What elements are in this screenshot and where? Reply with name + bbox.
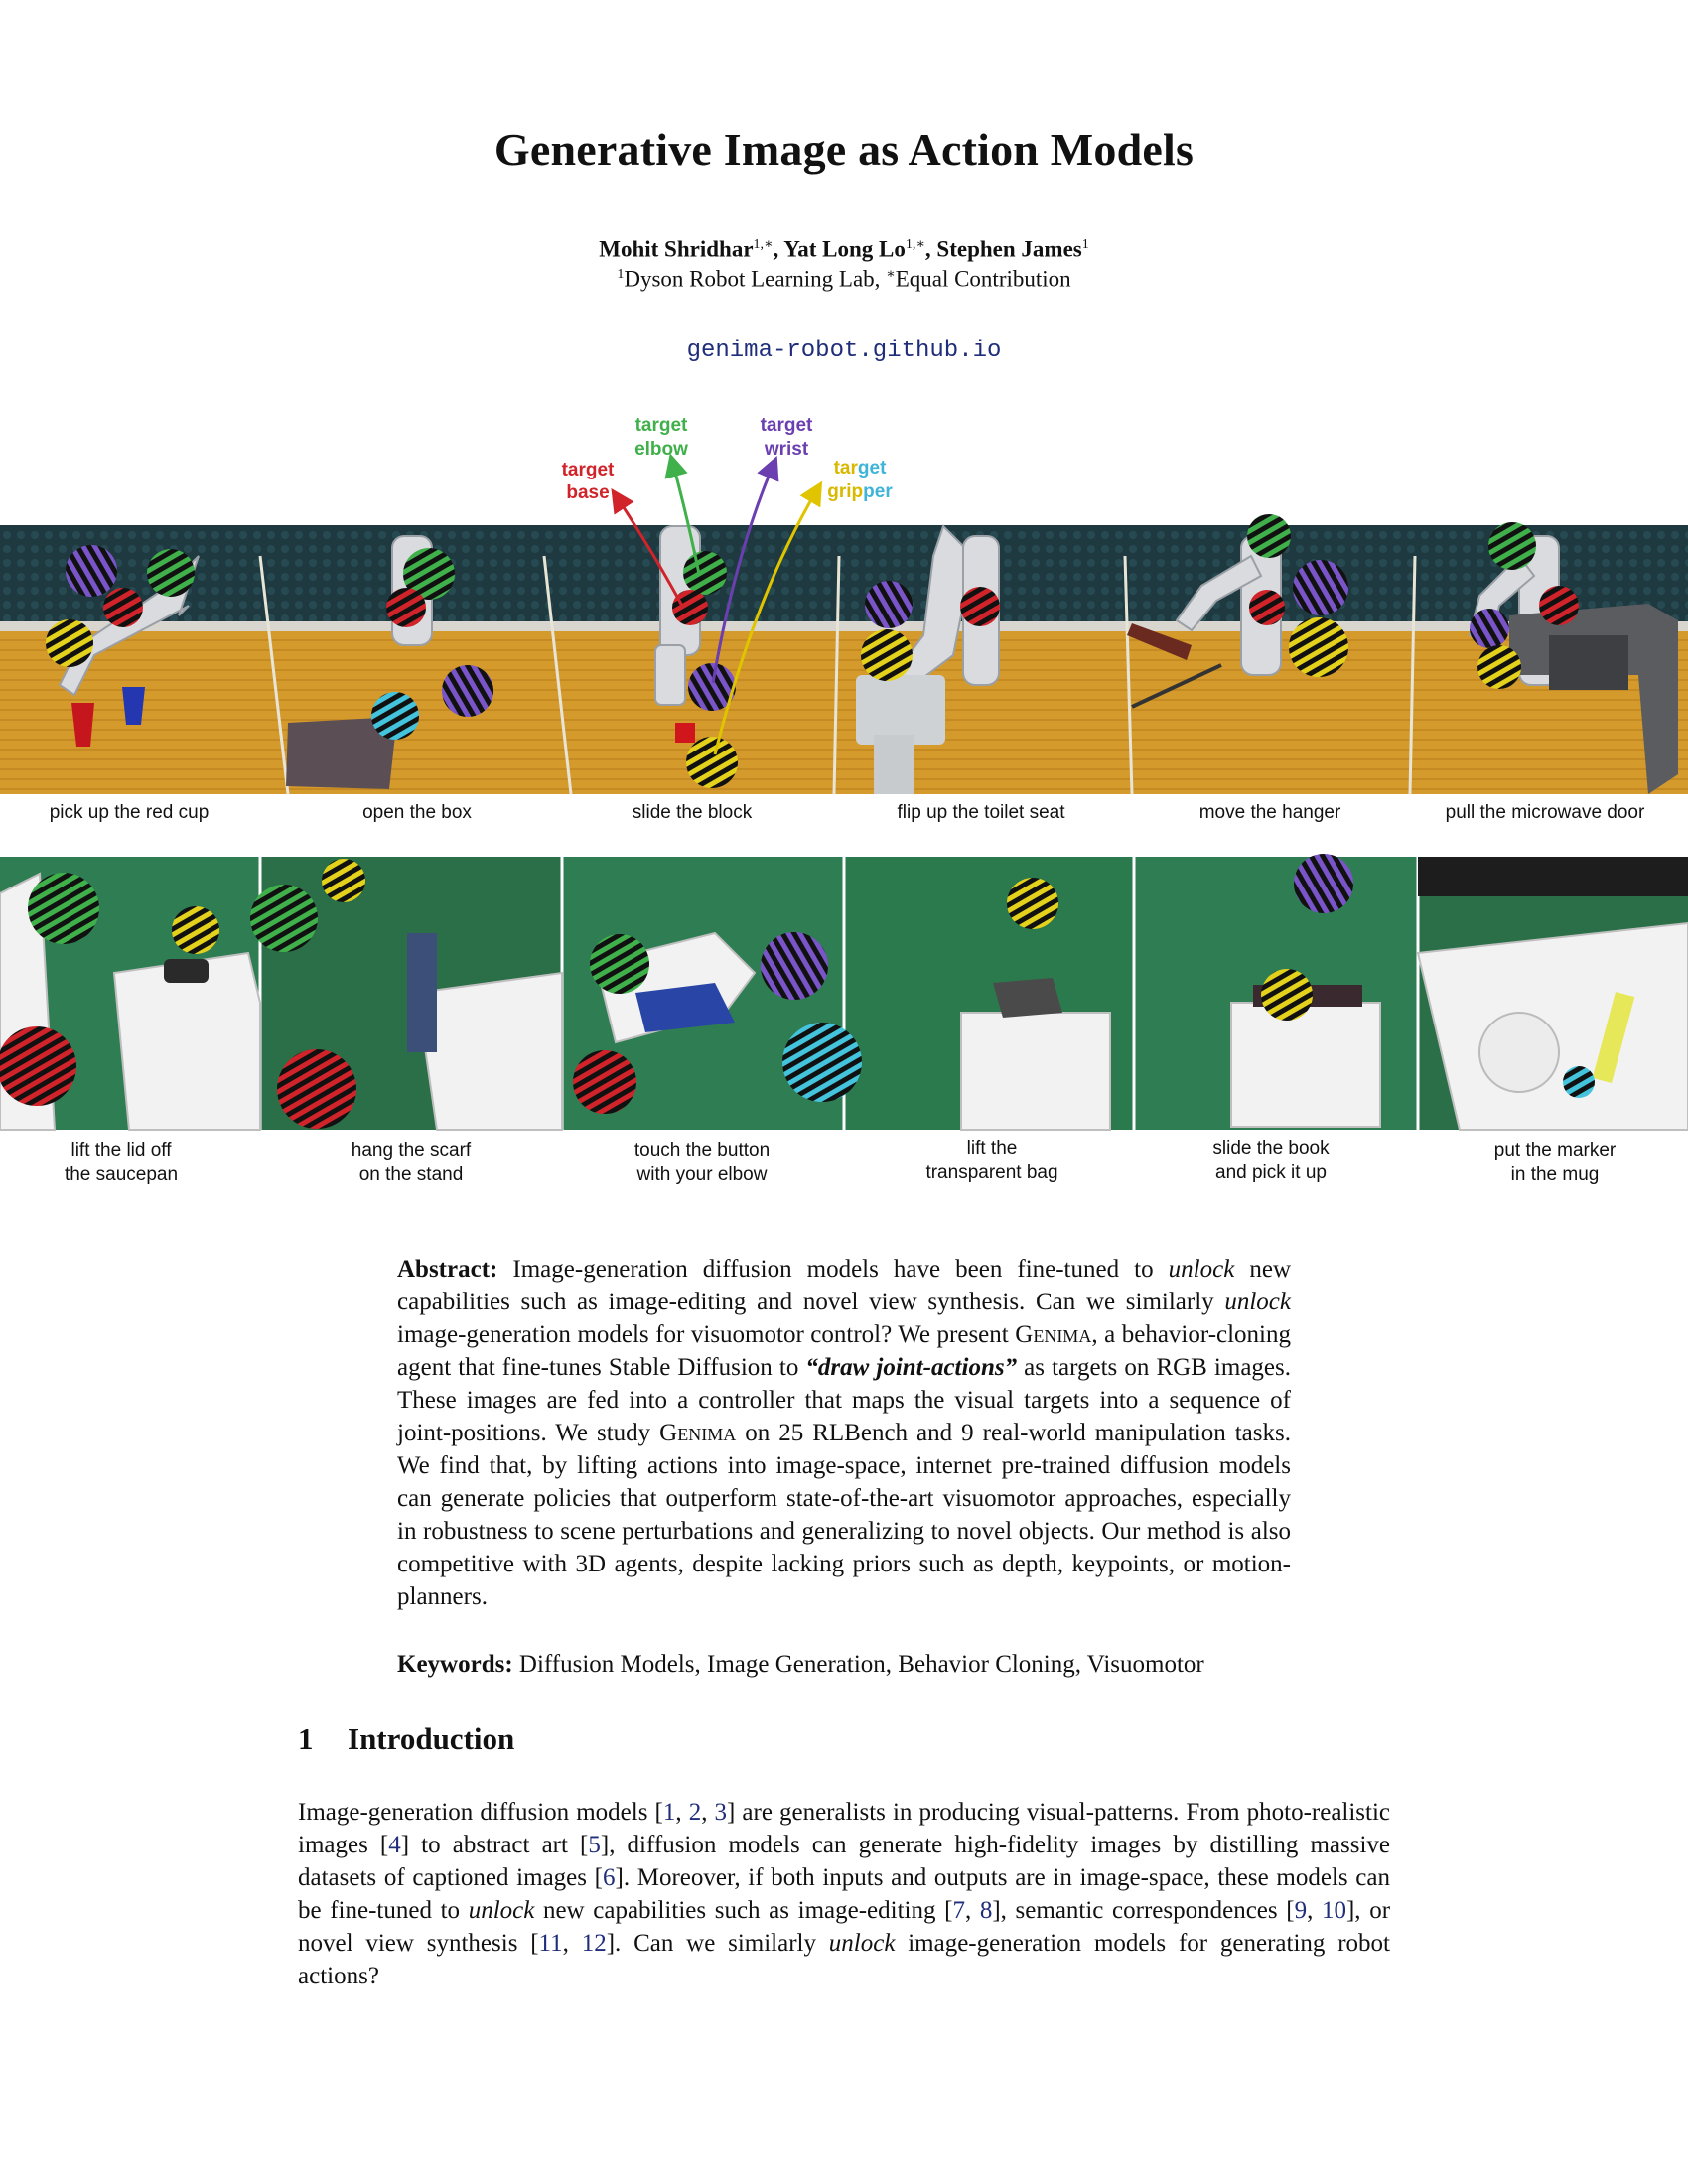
abstract-text: image-generation models for visuomotor control? We present xyxy=(397,1321,1016,1348)
citation-link[interactable]: 12 xyxy=(581,1930,607,1957)
citation-link[interactable]: 11 xyxy=(538,1930,563,1957)
section-title: Introduction xyxy=(348,1721,515,1756)
affiliation-note: Equal Contribution xyxy=(895,266,1071,292)
sim-caption: pull the microwave door xyxy=(1445,802,1645,823)
citation-link[interactable]: 4 xyxy=(388,1832,401,1858)
abstract-label: Abstract: xyxy=(397,1256,498,1283)
keywords xyxy=(397,1648,1291,1681)
affiliation-mark: 1 xyxy=(617,267,625,282)
author-affiliation-mark: 1 xyxy=(1081,237,1089,252)
author-affiliation-mark: 1,∗ xyxy=(753,237,774,252)
abstract-text: , a behavior-cloning agent that fine-tunes Stable Diffusion to xyxy=(397,1321,1292,1381)
citation-link[interactable]: 3 xyxy=(714,1799,728,1826)
sim-caption: flip up the toilet seat xyxy=(897,802,1065,823)
citation-link[interactable]: 9 xyxy=(1294,1897,1308,1924)
teaser-figure xyxy=(0,397,1688,1191)
abstract-text: on 25 RLBench and 9 real-world manipulation tasks. We find that, by lifting actions into image-space, internet pre-trained diffusion models can generate policies that outperform state-of-the-art visuomotor approaches, especially in robustness to scene perturbations and generalizing to novel objects. Our method is also competitive with 3D agents, despite lacking priors such as depth, keypoints, or motion-planners. xyxy=(397,1420,1291,1610)
target-base-label: target base xyxy=(561,460,615,503)
abstract-text: new capabilities such as image-editing and novel view synthesis. Can we similarly xyxy=(397,1256,1291,1315)
simulation-strip xyxy=(0,525,1688,794)
citation-link[interactable]: 7 xyxy=(952,1897,965,1924)
real-caption: hang the scarf on the stand xyxy=(351,1140,472,1185)
author-affiliation-mark: 1,∗ xyxy=(905,237,925,252)
abstract-text: Image-generation diffusion models have been fine-tuned to xyxy=(497,1256,1169,1283)
paper-title: Generative Image as Action Models xyxy=(493,124,1195,175)
real-caption: slide the book and pick it up xyxy=(1212,1138,1330,1183)
abstract-emphasis: unlock xyxy=(1168,1256,1235,1283)
citation-link[interactable]: 1 xyxy=(662,1799,676,1826)
abstract-emphasis: unlock xyxy=(1224,1289,1291,1315)
citation-link[interactable]: 2 xyxy=(688,1799,702,1826)
real-caption: lift the lid off the saucepan xyxy=(64,1140,179,1185)
citation-link[interactable]: 6 xyxy=(603,1864,616,1891)
author-name: Mohit Shridhar xyxy=(599,236,754,262)
citation-link[interactable]: 8 xyxy=(979,1897,993,1924)
target-elbow-label: target elbow xyxy=(634,415,688,460)
project-url-link[interactable]: genima-robot.github.io xyxy=(686,338,1002,364)
target-wrist-label: target wrist xyxy=(760,415,813,460)
keywords-label: Keywords: xyxy=(397,1651,513,1678)
affiliation-lab: Dyson Robot Learning Lab, xyxy=(624,266,887,292)
method-name: Genima xyxy=(659,1420,737,1446)
citation-link[interactable]: 5 xyxy=(588,1832,601,1858)
sim-caption: move the hanger xyxy=(1198,802,1341,823)
sim-caption: slide the block xyxy=(632,802,753,823)
abstract xyxy=(397,1253,1291,1613)
target-gripper-label: target gripper xyxy=(827,458,893,502)
introduction-paragraph: Image-generation diffusion models [1, 2, 3] are generalists in producing visual-patterns. From photo-realistic images [4] to abstract art [5], diffusion models can generate high-fidelity images by distilling massive datasets of captioned images [6]. Moreover, if both inputs and outputs are in image-space, these models can be fine-tuned to unlock new capabilities such as image-editing [7, 8], semantic correspondences [9, 10], or novel view synthesis [11, 12]. Can we similarly unlock image-generation models for generating robot actions? xyxy=(298,1799,1391,1989)
equal-contribution-mark: ∗ xyxy=(886,267,896,282)
author-name: Yat Long Lo xyxy=(783,236,906,262)
abstract-emphasis: “draw joint-actions” xyxy=(805,1354,1018,1381)
section-number: 1 xyxy=(298,1721,314,1756)
abstract-text: as targets on RGB images. These images are fed into a controller that maps the visual targets into a sequence of joint-positions. We study xyxy=(397,1354,1291,1446)
author-list: Mohit Shridhar$^{1,∗}$, Yat Long $Lo^{1,∗}$, Stephen James$^1$ xyxy=(599,236,1089,262)
keywords-text: Diffusion Models, Image Generation, Behavior Cloning, Visuomotor xyxy=(512,1651,1204,1678)
sim-caption: open the box xyxy=(362,802,472,823)
section-heading xyxy=(298,1721,514,1757)
sim-caption: pick up the red cup xyxy=(49,802,210,823)
real-caption: lift the transparent bag xyxy=(925,1138,1058,1183)
method-name: Genima xyxy=(1015,1321,1092,1348)
real-caption: touch the button with your elbow xyxy=(633,1140,771,1185)
affiliation xyxy=(0,266,1688,293)
author-name: Stephen James xyxy=(936,236,1082,262)
real-caption: put the marker in the mug xyxy=(1493,1140,1617,1185)
citation-link[interactable]: 10 xyxy=(1321,1897,1346,1924)
